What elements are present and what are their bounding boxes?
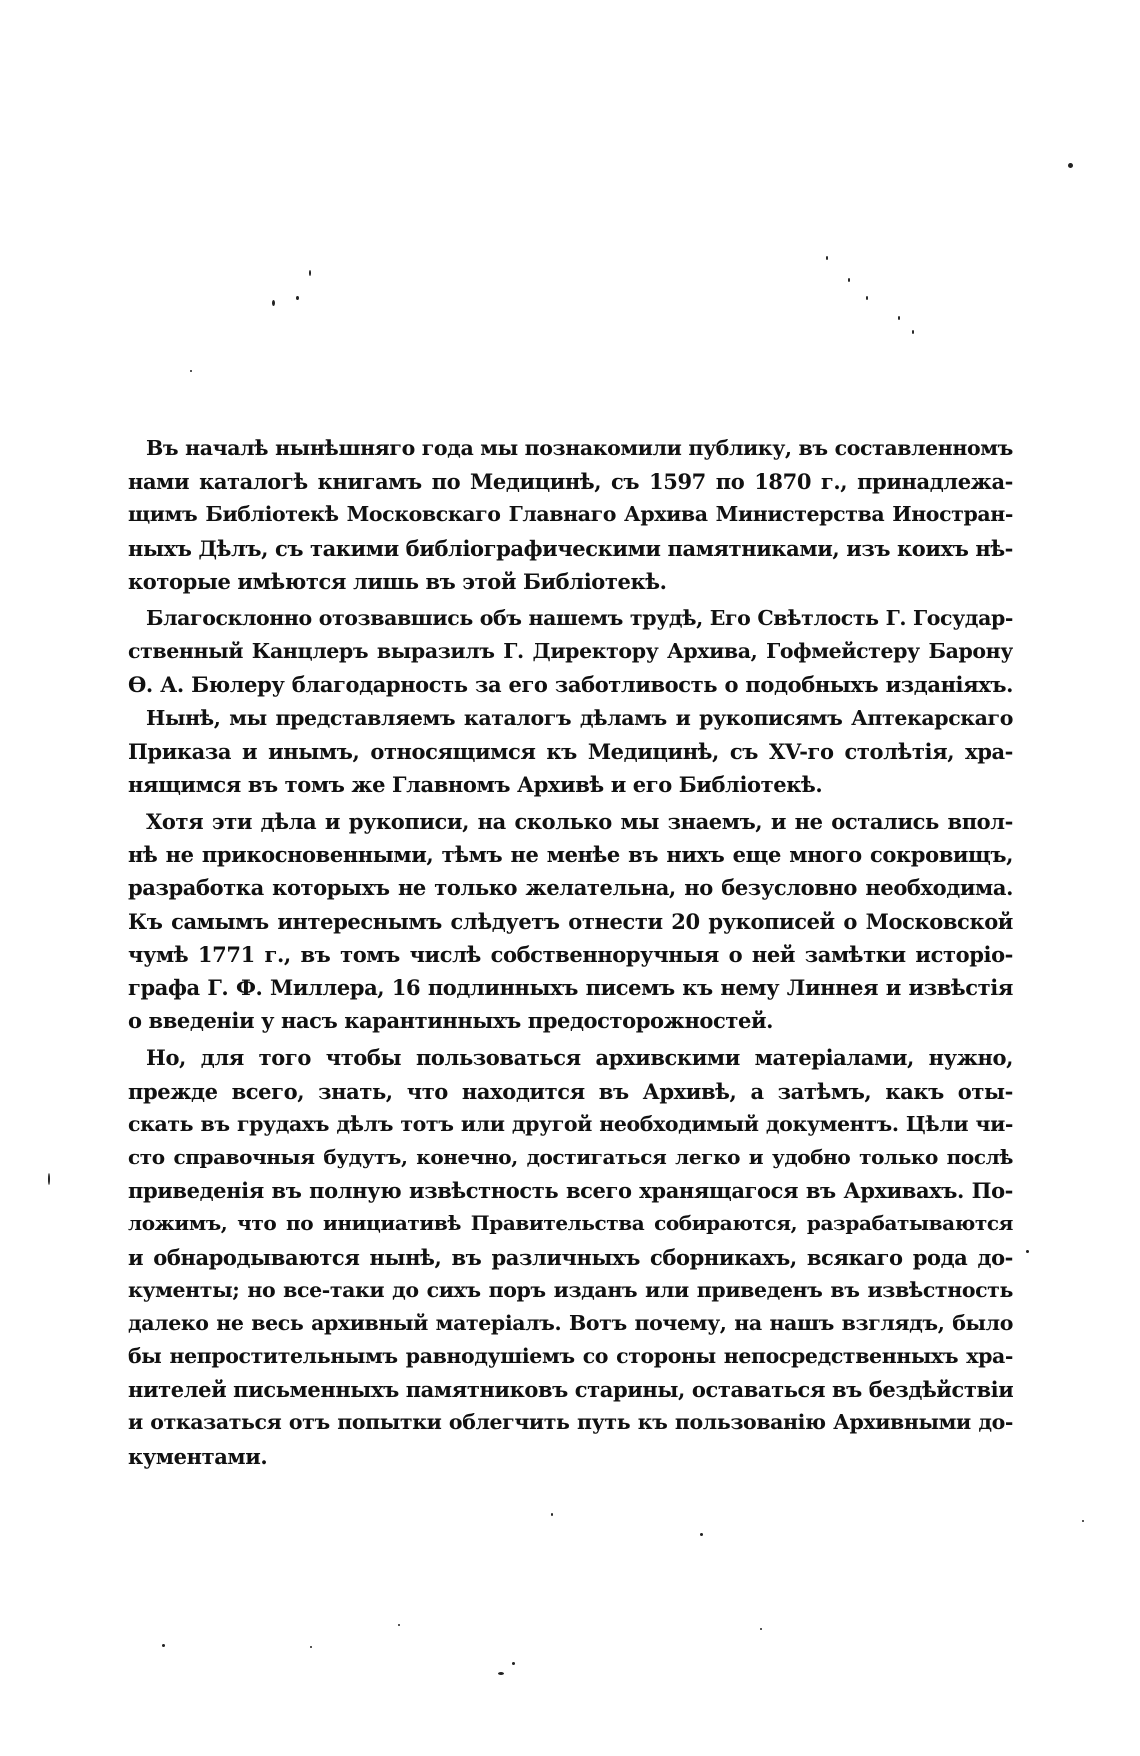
text-line: нѣ не прикосновенными, тѣмъ не менѣе въ нихъ еще много сокровищъ, — [128, 842, 1013, 868]
scan-speck — [898, 316, 900, 320]
text-line: Но, для того чтобы пользоваться архивскими матеріалами, нужно, — [146, 1045, 1013, 1071]
text-line: далеко не весь архивный матеріалъ. Вотъ почему, на нашъ взглядъ, было — [128, 1310, 1013, 1335]
text-line: нами каталогѣ книгамъ по Медицинѣ, съ 1597 по 1870 г., принадлежа- — [128, 469, 1013, 495]
scan-speck — [1082, 1520, 1084, 1522]
scan-speck — [848, 278, 850, 282]
scan-speck — [826, 256, 828, 260]
paragraph-4 — [128, 805, 1013, 1037]
scan-speck — [48, 1173, 50, 1185]
text-line: чумѣ 1771 г., въ томъ числѣ собственноручныя о ней замѣтки исторіо- — [128, 941, 1013, 967]
text-line: скать въ грудахъ дѣлъ тотъ или другой необходимый документъ. Цѣли чи- — [128, 1111, 1013, 1136]
text-line: и обнародываются нынѣ, въ различныхъ сборникахъ, всякаго рода до- — [128, 1244, 1013, 1270]
text-line: Нынѣ, мы представляемъ каталогъ дѣламъ и рукописямъ Аптекарскаго — [146, 705, 1013, 730]
text-line: кументы; но все-таки до сихъ поръ изданъ или приведенъ въ извѣстность — [128, 1277, 1013, 1302]
scan-speck — [162, 1644, 165, 1647]
paragraph-1 — [128, 432, 1013, 598]
scan-speck — [512, 1662, 515, 1665]
paragraph-3 — [128, 702, 1013, 802]
scan-speck — [296, 296, 299, 300]
text-line: прежде всего, знать, что находится въ Архивѣ, а затѣмъ, какъ оты- — [128, 1078, 1013, 1104]
scan-speck — [551, 1513, 553, 1516]
scan-speck — [498, 1672, 504, 1675]
text-line: Приказа и инымъ, относящимся къ Медицинѣ, съ XV-го столѣтія, хра- — [128, 738, 1013, 764]
text-line: ственный Канцлеръ выразилъ Г. Директору Архива, Гофмейстеру Барону — [128, 639, 1013, 664]
scan-speck — [1026, 1250, 1029, 1253]
text-line: нящимся въ томъ же Главномъ Архивѣ и его Библіотекѣ. — [128, 771, 823, 797]
text-line: графа Г. Ф. Миллера, 16 подлинныхъ писемъ къ нему Линнея и извѣстія — [128, 975, 1013, 1000]
text-line: ложимъ, что по инициативѣ Правительства собираются, разрабатываются — [128, 1211, 1013, 1236]
text-line: Благосклонно отозвавшись объ нашемъ трудѣ, Его Свѣтлость Г. Государ- — [146, 605, 1013, 630]
text-line: Въ началѣ нынѣшняго года мы познакомили публику, въ составленномъ — [146, 436, 1013, 460]
scan-speck — [310, 1646, 312, 1648]
text-line: щимъ Библіотекѣ Московскаго Главнаго Архива Министерства Иностран- — [128, 502, 1013, 527]
text-line: кументами. — [128, 1443, 268, 1469]
scan-speck — [912, 330, 914, 334]
text-line: которые имѣются лишь въ этой Библіотекѣ. — [128, 568, 667, 594]
scan-speck — [398, 1624, 400, 1626]
text-line: ныхъ Дѣлъ, съ такими библіографическими памятниками, изъ коихъ нѣ- — [128, 535, 1013, 561]
scan-speck — [760, 1628, 762, 1630]
scan-speck — [700, 1533, 703, 1536]
paragraph-2 — [128, 602, 1013, 702]
text-line: сто справочныя будутъ, конечно, достигаться легко и удобно только послѣ — [128, 1144, 1013, 1169]
text-line: Ѳ. А. Бюлеру благодарность за его заботливость о подобныхъ изданіяхъ. — [128, 672, 1013, 698]
scan-speck — [272, 300, 275, 306]
text-line: разработка которыхъ не только желательна, но безусловно необходима. — [128, 875, 1013, 901]
scan-speck — [1068, 163, 1073, 168]
scan-speck — [866, 296, 868, 300]
text-line: о введеніи у насъ карантинныхъ предосторожностей. — [128, 1008, 774, 1034]
text-line: бы непростительнымъ равнодушіемъ со стороны непосредственныхъ хра- — [128, 1344, 1013, 1369]
paragraph-5 — [128, 1041, 1013, 1472]
text-line: Хотя эти дѣла и рукописи, на сколько мы знаемъ, и не остались впол- — [146, 809, 1013, 835]
text-line: и отказаться отъ попытки облегчить путь къ пользованію Архивными до- — [128, 1410, 1013, 1435]
document-body — [128, 432, 1013, 1473]
scan-speck — [309, 270, 311, 276]
text-line: нителей письменныхъ памятниковъ старины, оставаться въ бездѣйствіи — [128, 1377, 1013, 1403]
text-line: приведенія въ полную извѣстность всего хранящагося въ Архивахъ. По- — [128, 1178, 1013, 1204]
scan-speck — [190, 370, 192, 372]
text-line: Къ самымъ интереснымъ слѣдуетъ отнести 20 рукописей о Московской — [128, 908, 1013, 934]
